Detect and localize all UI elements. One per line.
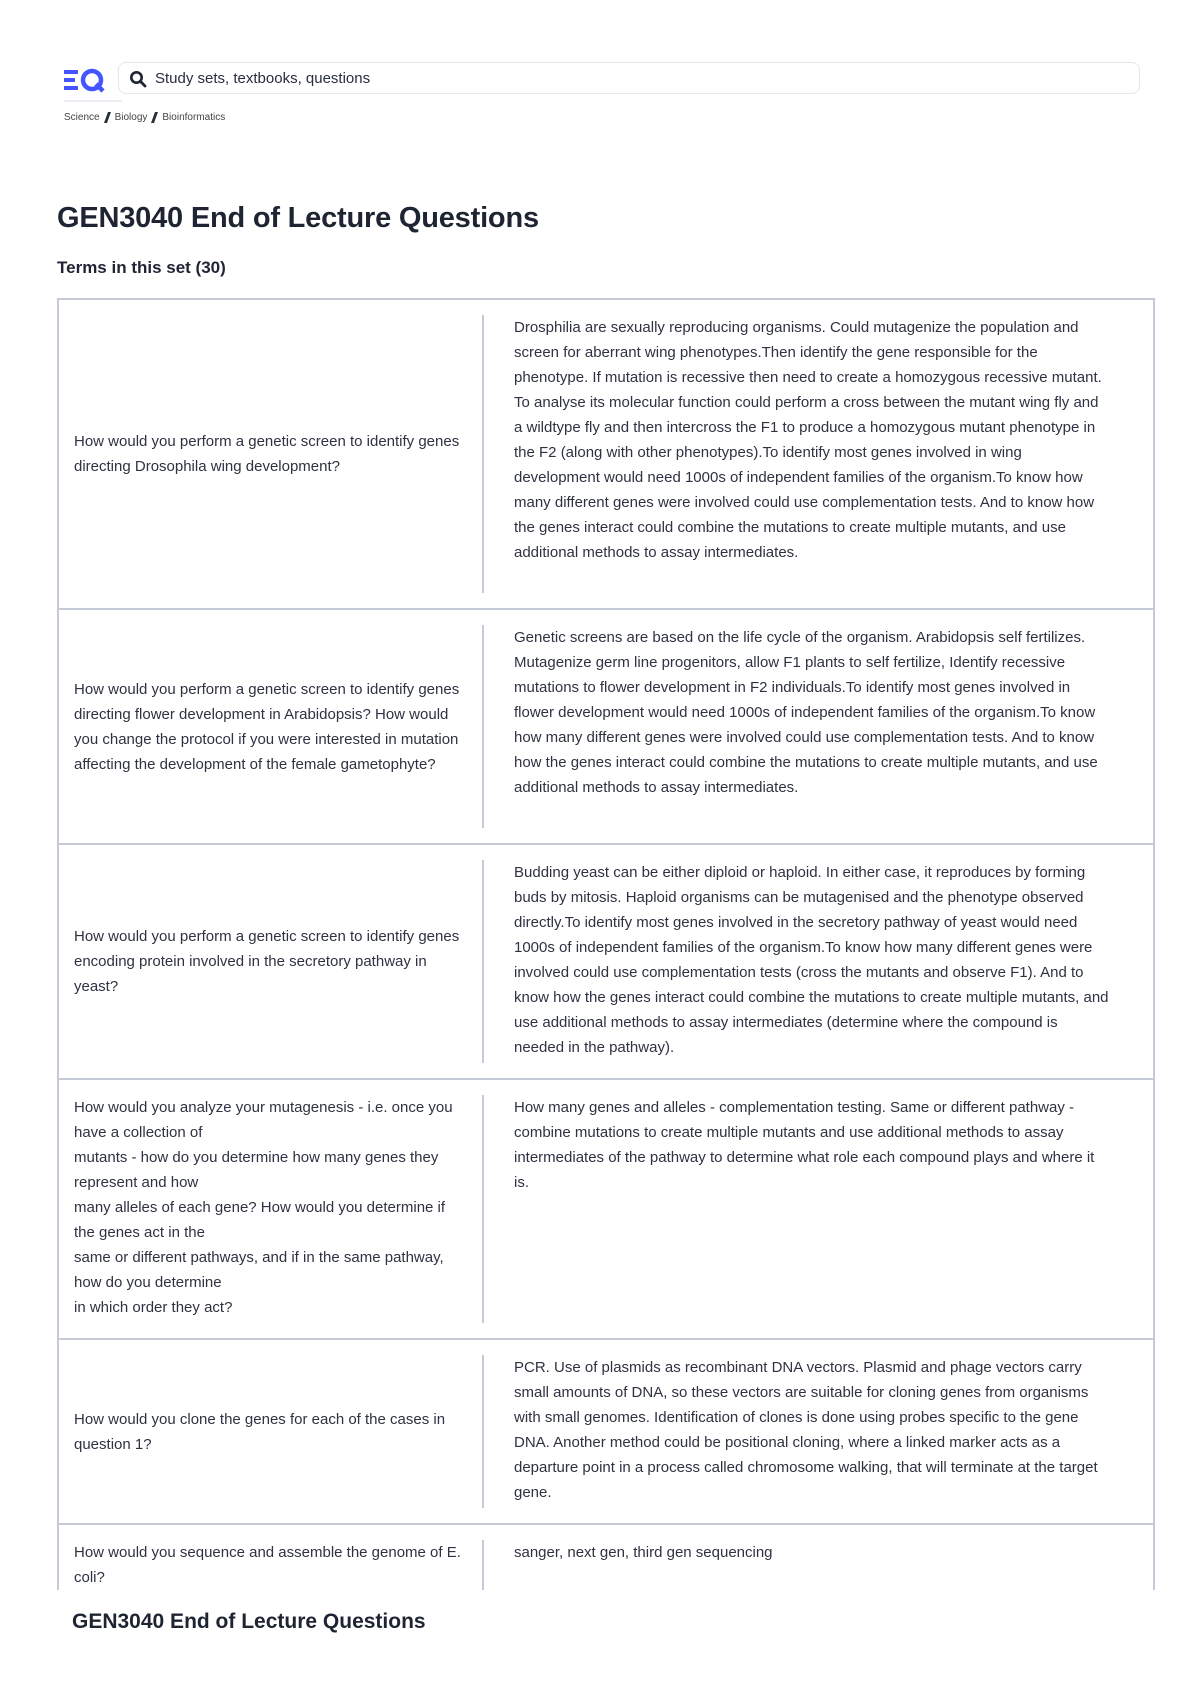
footer-title: GEN3040 End of Lecture Questions [72, 1610, 426, 1633]
term-text: How would you perform a genetic screen to identify genes directing flower development in Arabidopsis? How would you change the protocol if you were interested in mutation affecting the development of the female gametophyte? [74, 680, 460, 773]
term-line: many alleles of each gene? How would you determine if the genes act in the [74, 1199, 446, 1241]
definition-text: Genetic screens are based on the life cycle of the organism. Arabidopsis self fertilizes. Mutagenize germ line progenitors, allow F1 plants to self fertilize, Identify recessive mutations to flower development in F2 individuals.To identify most genes involved in flower development would need 1000s of independent families of the organism.To know how many different genes were involved could use complementation tests. And to know how the genes interact could combine the mutations to create multiple mutants, and use additional methods to assay intermediates. [514, 629, 1098, 796]
term-row [59, 1340, 1153, 1525]
breadcrumb-item-biology[interactable]: Biology [114, 112, 148, 123]
term-row [59, 610, 1153, 845]
breadcrumb-item-science[interactable]: Science [64, 112, 100, 123]
definition-text: Drosphilia are sexually reproducing organisms. Could mutagenize the population and screen for aberrant wing phenotypes.Then identify the gene responsible for the phenotype. If mutation is recessive then need to create a homozygous recessive mutant. To analyse its molecular function could perform a cross between the mutant wing fly and a wildtype fly and then intercross the F1 to produce a homozygous mutant phenotype in the F2 (along with other phenotypes).To identify most genes involved in wing development would need 1000s of independent families of the organism.To know how many different genes were involved could use complementation tests. And to know how the genes interact could combine the mutations to create multiple mutants, and use additional methods to assay intermediates. [514, 319, 1102, 561]
term-line: How would you analyze your mutagenesis - i.e. once you have a collection of [74, 1099, 453, 1141]
terms-list [57, 298, 1155, 1590]
term-text: How would you clone the genes for each of the cases in question 1? [74, 1410, 446, 1453]
definition-text: Budding yeast can be either diploid or haploid. In either case, it reproduces by forming buds by mitosis. Haploid organisms can be mutagenised and the phenotype observed directly.To identify most genes involved in the secretory pathway of yeast would need 1000s of independent families of the organism.To know how many different genes were involved could use complementation tests (cross the mutants and observe F1). And to know how the genes interact could combine the mutations to create multiple mutants, and use additional methods to assay intermediates (determine where the compound is needed in the pathway). [514, 864, 1109, 1056]
search-bar[interactable] [118, 62, 1140, 94]
logo-icon[interactable] [64, 66, 106, 94]
term-row [59, 1525, 1153, 1590]
search-input[interactable] [155, 63, 1055, 93]
breadcrumb-item-bioinformatics[interactable]: Bioinformatics [162, 112, 226, 123]
term-text: How would you perform a genetic screen to identify genes directing Drosophila wing development? [74, 433, 460, 475]
breadcrumb-separator [151, 112, 158, 123]
page-title: GEN3040 End of Lecture Questions [57, 202, 539, 234]
term-text: How would you perform a genetic screen to identify genes encoding protein involved in the secretory pathway in yeast? [74, 928, 460, 995]
term-line: mutants - how do you determine how many genes they represent and how [74, 1149, 439, 1191]
term-text [59, 1095, 482, 1323]
term-row [59, 845, 1153, 1080]
term-text: How would you sequence and assemble the genome of E. coli? [74, 1544, 461, 1586]
breadcrumb [64, 112, 225, 123]
breadcrumb-separator [104, 112, 111, 123]
term-line: in which order they act? [74, 1299, 233, 1316]
top-bar [64, 62, 1142, 98]
logo-underline [64, 100, 122, 102]
term-line: same or different pathways, and if in the same pathway, how do you determine [74, 1249, 444, 1291]
term-row [59, 300, 1153, 610]
search-icon [129, 70, 147, 88]
terms-count: Terms in this set (30) [57, 258, 226, 277]
definition-text: How many genes and alleles - complementation testing. Same or different pathway - combine mutations to create multiple mutants and use additional methods to assay intermediates of the pathway to determine what role each compound plays and where it is. [514, 1099, 1095, 1191]
term-row [59, 1080, 1153, 1340]
definition-text: sanger, next gen, third gen sequencing [514, 1544, 773, 1561]
definition-text: PCR. Use of plasmids as recombinant DNA vectors. Plasmid and phage vectors carry small amounts of DNA, so these vectors are suitable for cloning genes from organisms with small genomes. Identification of clones is done using probes specific to the gene DNA. Another method could be positional cloning, where a linked marker acts as a departure point in a process called chromosome walking, that will terminate at the target gene. [514, 1359, 1098, 1501]
